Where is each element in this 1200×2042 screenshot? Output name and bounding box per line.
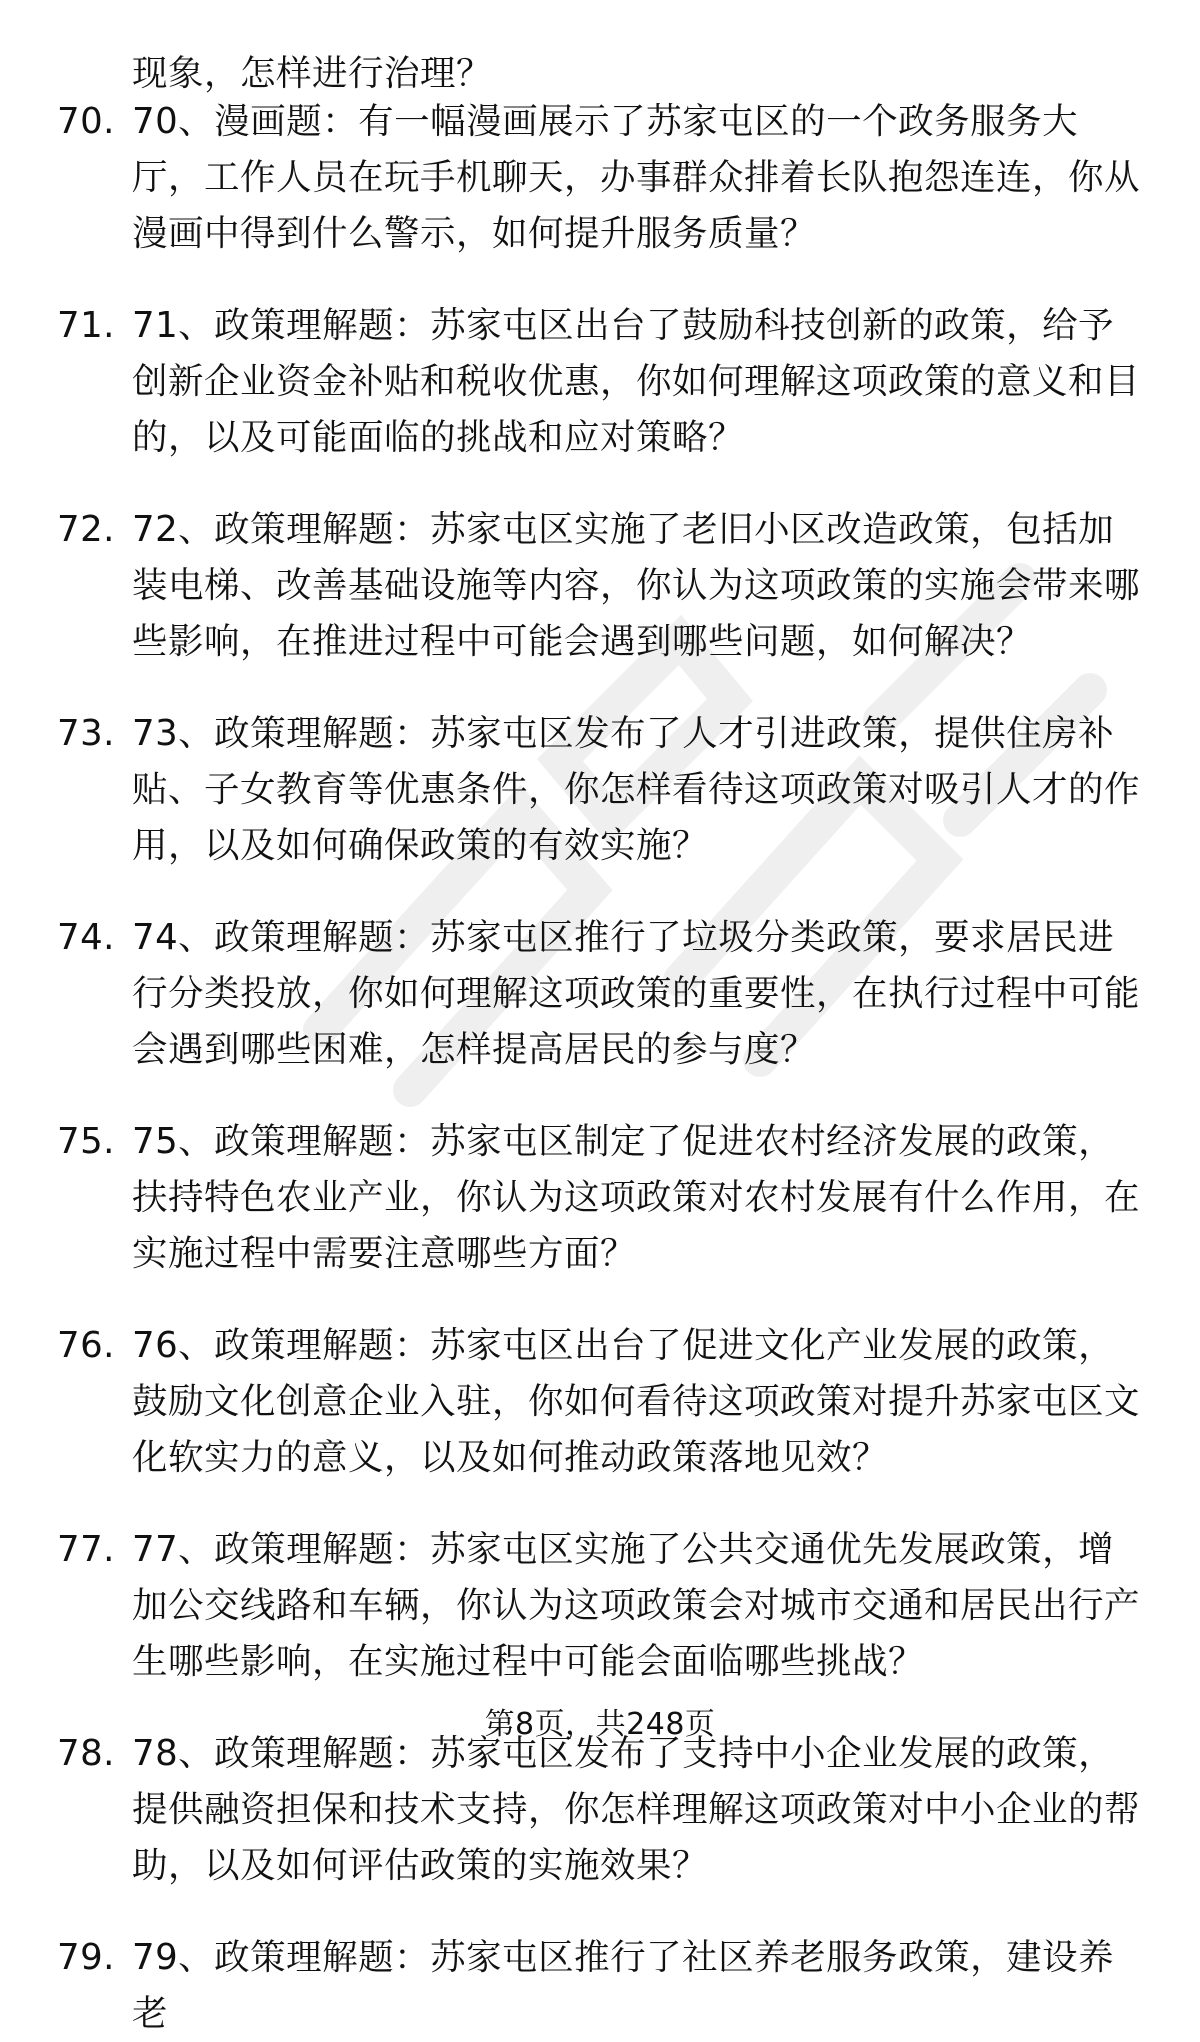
list-item <box>0 1726 1200 1894</box>
page-footer: 第8页，共248页 <box>484 1707 716 1742</box>
item-text: 73、政策理解题：苏家屯区发布了人才引进政策，提供住房补贴、子女教育等优惠条件，你怎样看待这项政策对吸引人才的作用，以及如何确保政策的有效实施？ <box>132 713 1141 866</box>
item-text: 78、政策理解题：苏家屯区发布了支持中小企业发展的政策，提供融资担保和技术支持，你怎样理解这项政策对中小企业的帮助，以及如何评估政策的实施效果？ <box>132 1733 1141 1886</box>
item-number: 72. <box>57 509 115 550</box>
item-text: 77、政策理解题：苏家屯区实施了公共交通优先发展政策，增加公交线路和车辆，你认为这项政策会对城市交通和居民出行产生哪些影响，在实施过程中可能会面临哪些挑战？ <box>132 1529 1141 1682</box>
item-number: 75. <box>57 1121 115 1162</box>
item-number: 74. <box>57 917 115 958</box>
item-number: 76. <box>57 1325 115 1366</box>
list-item <box>0 94 1200 262</box>
list-item <box>0 706 1200 874</box>
item-number: 73. <box>57 713 115 754</box>
item-text: 76、政策理解题：苏家屯区出台了促进文化产业发展的政策，鼓励文化创意企业入驻，你如何看待这项政策对提升苏家屯区文化软实力的意义，以及如何推动政策落地见效？ <box>132 1325 1141 1478</box>
item-text: 74、政策理解题：苏家屯区推行了垃圾分类政策，要求居民进行分类投放，你如何理解这项政策的重要性，在执行过程中可能会遇到哪些困难，怎样提高居民的参与度？ <box>132 917 1141 1070</box>
list-item <box>0 298 1200 466</box>
list-item <box>0 502 1200 670</box>
list-item <box>0 910 1200 1078</box>
continued-question-text: 现象，怎样进行治理？ <box>132 53 493 94</box>
item-text: 72、政策理解题：苏家屯区实施了老旧小区改造政策，包括加装电梯、改善基础设施等内容，你认为这项政策的实施会带来哪些影响，在推进过程中可能会遇到哪些问题，如何解决？ <box>132 509 1141 662</box>
list-item <box>0 1930 1200 2034</box>
item-number: 71. <box>57 305 115 346</box>
item-text: 71、政策理解题：苏家屯区出台了鼓励科技创新的政策，给予创新企业资金补贴和税收优惠，你如何理解这项政策的意义和目的，以及可能面临的挑战和应对策略？ <box>132 305 1141 458</box>
item-text: 70、漫画题：有一幅漫画展示了苏家屯区的一个政务服务大厅，工作人员在玩手机聊天，办事群众排着长队抱怨连连，你从漫画中得到什么警示，如何提升服务质量？ <box>132 101 1141 254</box>
item-text: 75、政策理解题：苏家屯区制定了促进农村经济发展的政策，扶持特色农业产业，你认为这项政策对农村发展有什么作用，在实施过程中需要注意哪些方面？ <box>132 1121 1141 1274</box>
item-number: 70. <box>57 101 115 142</box>
item-number: 77. <box>57 1529 115 1570</box>
item-number: 78. <box>57 1733 115 1774</box>
list-item <box>0 1522 1200 1690</box>
item-text: 79、政策理解题：苏家屯区推行了社区养老服务政策，建设养老 <box>132 1937 1115 2034</box>
item-number: 79. <box>57 1937 115 1978</box>
list-item <box>0 1114 1200 1282</box>
list-item <box>0 1318 1200 1486</box>
